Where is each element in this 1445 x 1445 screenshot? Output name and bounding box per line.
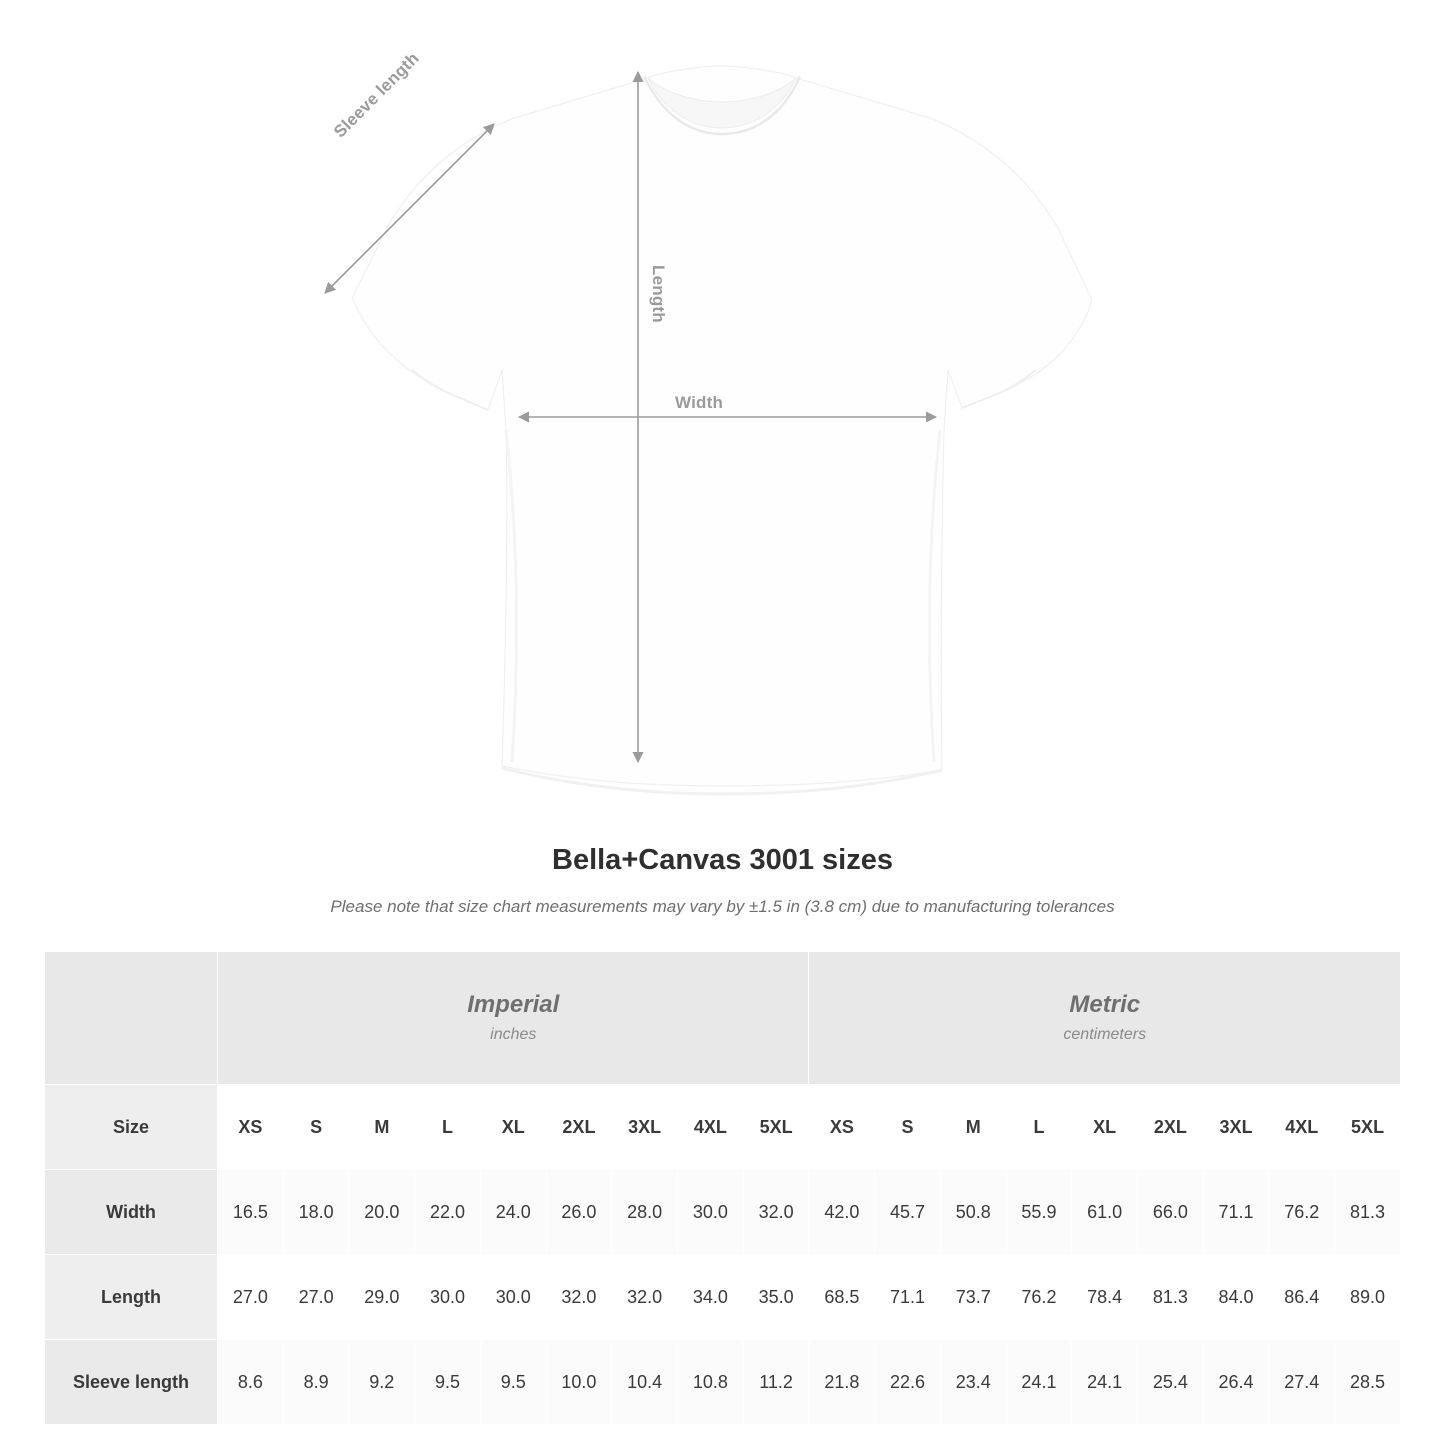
col-header-imperial-l: L [415,1085,481,1170]
cell-sleeve-imperial-2xl: 10.0 [546,1340,612,1425]
col-header-imperial-xs: XS [218,1085,284,1170]
table-row [45,1255,1401,1340]
col-header-metric-3xl: 3XL [1203,1085,1269,1170]
unit-sub-metric: centimeters [1063,1026,1147,1044]
unit-name-imperial: Imperial [467,990,560,1018]
unit-header-row [45,952,1401,1085]
col-header-metric-xs: XS [809,1085,875,1170]
title-block [0,844,1445,917]
cell-width-metric-m: 50.8 [940,1170,1006,1255]
cell-width-metric-xl: 61.0 [1072,1170,1138,1255]
size-table-wrapper [44,951,1401,1425]
cell-width-imperial-5xl: 32.0 [743,1170,809,1255]
cell-width-metric-4xl: 76.2 [1269,1170,1335,1255]
cell-sleeve-metric-5xl: 28.5 [1335,1340,1401,1425]
col-header-imperial-4xl: 4XL [677,1085,743,1170]
row-label-length: Length [45,1255,218,1340]
cell-sleeve-imperial-3xl: 10.4 [612,1340,678,1425]
col-header-metric-4xl: 4XL [1269,1085,1335,1170]
cell-length-imperial-xl: 30.0 [480,1255,546,1340]
cell-length-imperial-m: 29.0 [349,1255,415,1340]
cell-width-imperial-xl: 24.0 [480,1170,546,1255]
cell-sleeve-imperial-xs: 8.6 [218,1340,284,1425]
row-label-width: Width [45,1170,218,1255]
row-label-sleeve-length: Sleeve length [45,1340,218,1425]
length-label: Length [649,265,668,323]
cell-sleeve-metric-s: 22.6 [875,1340,941,1425]
cell-width-imperial-m: 20.0 [349,1170,415,1255]
col-header-imperial-m: M [349,1085,415,1170]
cell-sleeve-metric-2xl: 25.4 [1138,1340,1204,1425]
cell-length-imperial-xs: 27.0 [218,1255,284,1340]
cell-width-imperial-s: 18.0 [283,1170,349,1255]
unit-name-metric: Metric [1069,990,1141,1018]
cell-sleeve-imperial-s: 8.9 [283,1340,349,1425]
unit-group-imperial [218,952,809,1085]
table-row [45,1340,1401,1425]
cell-length-metric-xs: 68.5 [809,1255,875,1340]
cell-sleeve-metric-xl: 24.1 [1072,1340,1138,1425]
cell-width-metric-5xl: 81.3 [1335,1170,1401,1255]
unit-group-metric [809,952,1401,1085]
col-header-imperial-s: S [283,1085,349,1170]
cell-length-imperial-4xl: 34.0 [677,1255,743,1340]
cell-length-metric-xl: 78.4 [1072,1255,1138,1340]
cell-length-imperial-3xl: 32.0 [612,1255,678,1340]
cell-sleeve-imperial-m: 9.2 [349,1340,415,1425]
tolerance-note: Please note that size chart measurements may vary by ±1.5 in (3.8 cm) due to manufacturing tolerances [330,897,1115,916]
cell-length-metric-4xl: 86.4 [1269,1255,1335,1340]
cell-length-metric-l: 76.2 [1006,1255,1072,1340]
table-row [45,1170,1401,1255]
cell-width-imperial-2xl: 26.0 [546,1170,612,1255]
table-corner [45,952,218,1085]
unit-sub-imperial: inches [490,1026,537,1044]
col-header-metric-5xl: 5XL [1335,1085,1401,1170]
col-header-imperial-2xl: 2XL [546,1085,612,1170]
cell-length-imperial-2xl: 32.0 [546,1255,612,1340]
cell-width-metric-l: 55.9 [1006,1170,1072,1255]
cell-width-metric-3xl: 71.1 [1203,1170,1269,1255]
cell-sleeve-metric-m: 23.4 [940,1340,1006,1425]
cell-sleeve-imperial-4xl: 10.8 [677,1340,743,1425]
col-header-metric-s: S [875,1085,941,1170]
col-header-imperial-5xl: 5XL [743,1085,809,1170]
cell-sleeve-imperial-5xl: 11.2 [743,1340,809,1425]
col-header-imperial-xl: XL [480,1085,546,1170]
cell-width-metric-xs: 42.0 [809,1170,875,1255]
cell-sleeve-metric-4xl: 27.4 [1269,1340,1335,1425]
cell-length-metric-5xl: 89.0 [1335,1255,1401,1340]
size-header-row [45,1085,1401,1170]
cell-sleeve-imperial-xl: 9.5 [480,1340,546,1425]
cell-width-imperial-3xl: 28.0 [612,1170,678,1255]
col-header-metric-l: L [1006,1085,1072,1170]
cell-length-metric-m: 73.7 [940,1255,1006,1340]
cell-sleeve-metric-xs: 21.8 [809,1340,875,1425]
sleeve-length-label: Sleeve length [330,48,423,142]
cell-sleeve-metric-l: 24.1 [1006,1340,1072,1425]
row-header-size: Size [45,1085,218,1170]
cell-sleeve-metric-3xl: 26.4 [1203,1340,1269,1425]
width-label: Width [675,393,724,412]
cell-length-metric-s: 71.1 [875,1255,941,1340]
cell-width-metric-s: 45.7 [875,1170,941,1255]
cell-length-imperial-l: 30.0 [415,1255,481,1340]
col-header-imperial-3xl: 3XL [612,1085,678,1170]
cell-width-imperial-l: 22.0 [415,1170,481,1255]
cell-width-metric-2xl: 66.0 [1138,1170,1204,1255]
cell-width-imperial-xs: 16.5 [218,1170,284,1255]
cell-length-imperial-5xl: 35.0 [743,1255,809,1340]
cell-length-metric-3xl: 84.0 [1203,1255,1269,1340]
cell-length-imperial-s: 27.0 [283,1255,349,1340]
page-title: Bella+Canvas 3001 sizes [552,844,893,876]
col-header-metric-xl: XL [1072,1085,1138,1170]
size-table [44,951,1401,1425]
cell-width-imperial-4xl: 30.0 [677,1170,743,1255]
cell-sleeve-imperial-l: 9.5 [415,1340,481,1425]
col-header-metric-2xl: 2XL [1138,1085,1204,1170]
cell-length-metric-2xl: 81.3 [1138,1255,1204,1340]
col-header-metric-m: M [940,1085,1006,1170]
